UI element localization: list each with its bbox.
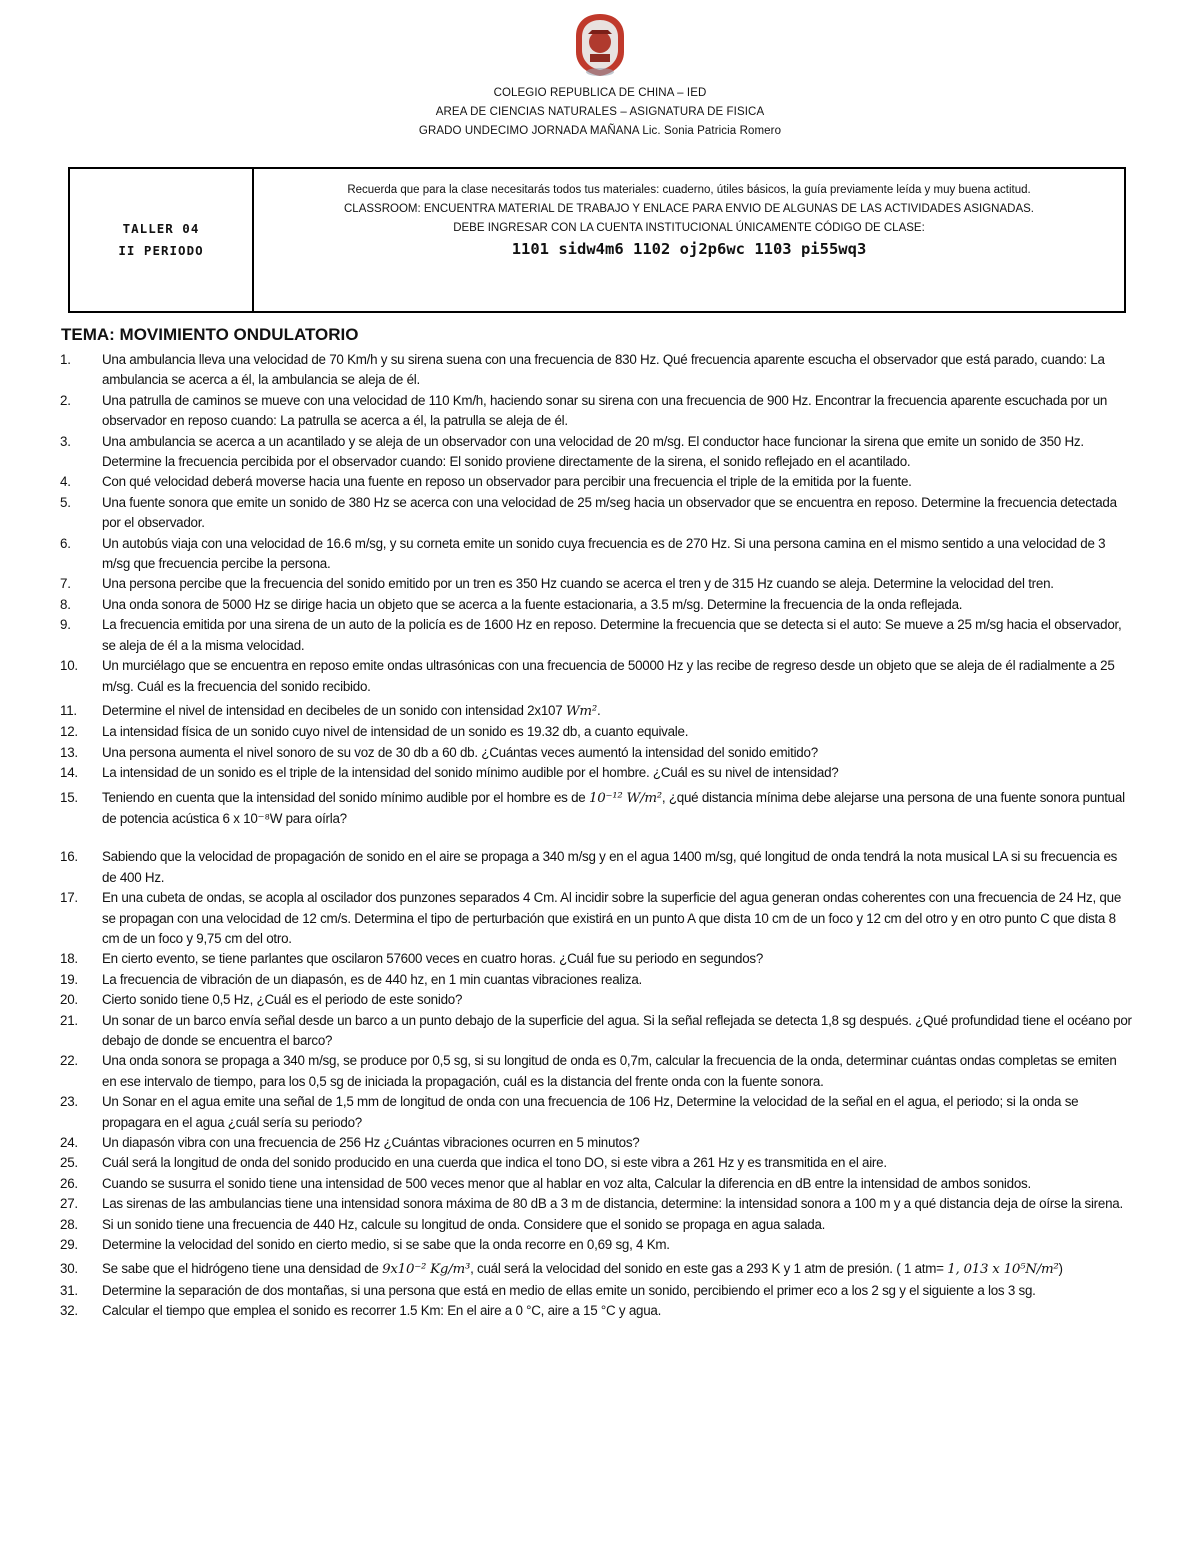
list-item: 7. Una persona percibe que la frecuencia del sonido emitido por un tren es 350 Hz cuando se acerca el tren y de 315 Hz cuando se aleja. Determine la velocidad del tren. bbox=[60, 576, 1054, 592]
list-item: 25. Cuál será la longitud de onda del sonido producido en una cuerda que indica el tono DO, si este vibra a 261 Hz y es transmitida en el aire. bbox=[60, 1155, 887, 1171]
login-notice: DEBE INGRESAR CON LA CUENTA INSTITUCIONAL ÚNICAMENTE CÓDIGO DE CLASE: bbox=[453, 222, 925, 234]
list-item: 26. Cuando se susurra el sonido tiene una intensidad de 500 veces menor que al hablar en voz alta, Calcular la diferencia en dB entre la intensidad de ambos sonidos. bbox=[60, 1175, 1031, 1191]
header-line-area: AREA DE CIENCIAS NATURALES – ASIGNATURA DE FISICA bbox=[435, 106, 765, 118]
list-item: 19. La frecuencia de vibración de un diapasón, es de 440 hz, en 1 min cuantas vibraciones realiza. bbox=[60, 971, 643, 987]
list-item: 4. Con qué velocidad deberá moverse hacia una fuente en reposo un observador para percibir una frecuencia el triple de la emitida por la fuente. bbox=[60, 474, 912, 490]
threshold-intensity-formula: 10⁻¹² W/m² bbox=[588, 790, 662, 806]
hydrogen-density-formula: 9x10⁻² Kg/m³ bbox=[382, 1262, 471, 1278]
school-header bbox=[0, 84, 1200, 141]
list-item: 28. Si un sonido tiene una frecuencia de 440 Hz, calcule su longitud de onda. Considere que el sonido se propaga en agua salada. bbox=[60, 1216, 826, 1232]
workshop-label-cell bbox=[70, 169, 254, 311]
list-item: 2. Una patrulla de caminos se mueve con una velocidad de 110 Km/h, haciendo sonar su sirena con una frecuencia de 900 Hz. Encontrar la frecuencia aparente escuchada por un observador en reposo cuando: La patrulla se acerca a él, la patrulla se aleja de él. bbox=[60, 392, 1108, 429]
question-list bbox=[60, 350, 1132, 1322]
list-item: 1. Una ambulancia lleva una velocidad de 70 Km/h y su sirena suena con una frecuencia de 830 Hz. Qué frecuencia aparente escucha el observador que está parado, cuando: La ambulancia se acerca a él, la ambulancia se aleja de él. bbox=[60, 352, 1105, 388]
workshop-period: II PERIODO bbox=[118, 243, 204, 258]
list-item: 24. Un diapasón vibra con una frecuencia de 256 Hz ¿Cuántas vibraciones ocurren en 5 minutos? bbox=[60, 1135, 640, 1151]
list-item: 8. Una onda sonora de 5000 Hz se dirige hacia un objeto que se acerca a la fuente estacionaria, a 3.5 m/sg. Determine la frecuencia de la onda reflejada. bbox=[60, 596, 963, 612]
school-crest-logo bbox=[568, 12, 632, 78]
list-item: 6. Un autobús viaja con una velocidad de 16.6 m/sg, y su corneta emite un sonido cuya frecuencia es de 270 Hz. Si una persona camina en el mismo sentido a una velocidad de 3 m/sg que frecuencia percibe la persona. bbox=[60, 535, 1106, 572]
class-codes: 1101 sidw4m6 1102 oj2p6wc 1103 pi55wq3 bbox=[511, 240, 867, 258]
list-item: 22. Una onda sonora se propaga a 340 m/sg, se produce por 0,5 sg, si su longitud de onda es 0,7m, calcular la frecuencia de la onda, determinar cuántas ondas completas se emiten en ese intervalo de tiempo, para los 0,5 sg de iniciada la propagación, cuál es la distancia del frente onda con la fuente sonora. bbox=[60, 1053, 1117, 1089]
workshop-info-box bbox=[68, 167, 1126, 313]
list-item: 13. Una persona aumenta el nivel sonoro de su voz de 30 db a 60 db. ¿Cuántas veces aumentó la intensidad del sonido emitido? bbox=[60, 744, 818, 760]
intensity-unit-formula: Wm² bbox=[565, 703, 597, 719]
workshop-notice-cell bbox=[254, 169, 1124, 311]
list-item: 21. Un sonar de un barco envía señal desde un barco a un punto debajo de la superficie del agua. Si la señal reflejada se detecta 1,8 sg después. ¿Qué profundidad tiene el océano por debajo de donde se encuentra el barco? bbox=[60, 1012, 1132, 1048]
header-line-grade: GRADO UNDECIMO JORNADA MAÑANA Lic. Sonia Patricia Romero bbox=[418, 125, 782, 137]
list-item: 17. En una cubeta de ondas, se acopla al oscilador dos punzones separados 4 Cm. Al incidir sobre la superficie del agua generan ondas coherentes con una frecuencia de 24 Hz, que se propagan con una velocidad de 12 cm/s. Determina el tipo de perturbación que existirá en un punto A que dista 10 cm de un foco y 12 cm del otro y en otro punto C que dista 8 cm de un foco y 9,75 cm del otro. bbox=[60, 890, 1122, 946]
list-item: 31. Determine la separación de dos montañas, si una persona que está en medio de ellas emite un sonido, percibiendo el primer eco a los 2 sg y el siguiente a los 3 sg. bbox=[60, 1282, 1036, 1298]
list-item: 23. Un Sonar en el agua emite una señal de 1,5 mm de longitud de onda con una frecuencia de 106 Hz, Determine la velocidad de la señal en el agua, el periodo; si la onda se propagara en el agua ¿cuál sería su periodo? bbox=[60, 1094, 1079, 1130]
list-item: 9. La frecuencia emitida por una sirena de un auto de la policía es de 1600 Hz en reposo. Determine la frecuencia que se detecta si el auto: Se mueve a 25 m/sg hacia el observador, se aleja de él a la misma velocidad. bbox=[60, 617, 1122, 653]
list-item: 10. Un murciélago que se encuentra en reposo emite ondas ultrasónicas con una frecuencia de 50000 Hz y las recibe de regreso desde un objeto que se aleja de él radialmente a 25 m/sg. Cuál es la frecuencia del sonido recibido. bbox=[60, 658, 1115, 694]
list-item: 5. Una fuente sonora que emite un sonido de 380 Hz se acerca con una velocidad de 25 m/seg hacia un observador que se encuentra en reposo. Determine la frecuencia detectada por el observador. bbox=[60, 494, 1117, 531]
list-item: 3. Una ambulancia se acerca a un acantilado y se aleja de un observador con una velocidad de 20 m/sg. El conductor hace funcionar la sirena que emite un sonido de 350 Hz. Determine la frecuencia percibida por el observador cuando: El sonido proviene directamente de la sirena, el sonido reflejado en el acantilado. bbox=[60, 433, 1084, 470]
list-item: 30. Se sabe que el hidrógeno tiene una densidad de 9x10⁻² Kg/m³, cuál será la velocidad del sonido en este gas a 293 K y 1 atm de presión. ( 1 atm= 1, 013 x 10⁵N/m²) bbox=[60, 1261, 1063, 1278]
topic-heading: TEMA: MOVIMIENTO ONDULATORIO bbox=[61, 325, 359, 344]
list-item: 20. Cierto sonido tiene 0,5 Hz, ¿Cuál es el periodo de este sonido? bbox=[60, 992, 463, 1008]
list-item: 16. Sabiendo que la velocidad de propagación de sonido en el aire se propaga a 340 m/sg y en el agua 1400 m/sg, qué longitud de onda tendrá la nota musical LA si su frecuencia es de 400 Hz. bbox=[60, 849, 1118, 885]
list-item: 18. En cierto evento, se tiene parlantes que oscilaron 57600 veces en cuatro horas. ¿Cuál fue su periodo en segundos? bbox=[60, 951, 764, 967]
list-item: 11. Determine el nivel de intensidad en decibeles de un sonido con intensidad 2x107 Wm². bbox=[60, 702, 601, 719]
list-item: 15. Teniendo en cuenta que la intensidad del sonido mínimo audible por el hombre es de 10⁻¹² W/m², ¿qué distancia mínima debe alejarse una persona de una fuente sonora puntual de potencia acústica 6 x 10⁻⁸W para oírla? bbox=[60, 789, 1125, 826]
list-item: 14. La intensidad de un sonido es el triple de la intensidad del sonido mínimo audible por el hombre. ¿Cuál es su nivel de intensidad? bbox=[60, 765, 839, 781]
classroom-notice: CLASSROOM: ENCUENTRA MATERIAL DE TRABAJO Y ENLACE PARA ENVIO DE ALGUNAS DE LAS ACTIVIDADES ASIGNADAS. bbox=[344, 203, 1034, 215]
materials-notice: Recuerda que para la clase necesitarás todos tus materiales: cuaderno, útiles básicos, la guía previamente leída y muy buena actitud. bbox=[347, 184, 1031, 196]
atm-pressure-formula: 1, 013 x 10⁵N/m² bbox=[947, 1262, 1059, 1278]
list-item: 29. Determine la velocidad del sonido en cierto medio, si se sabe que la onda recorre en 0,69 sg, 4 Km. bbox=[60, 1237, 670, 1253]
header-line-school: COLEGIO REPUBLICA DE CHINA – IED bbox=[493, 87, 707, 99]
list-item: 27. Las sirenas de las ambulancias tiene una intensidad sonora máxima de 80 dB a 3 m de distancia, determine: la intensidad sonora a 100 m y a qué distancia deja de oírse la sirena. bbox=[60, 1196, 1123, 1212]
list-item: 32. Calcular el tiempo que emplea el sonido es recorrer 1.5 Km: En el aire a 0 °C, aire a 15 °C y agua. bbox=[60, 1303, 662, 1319]
workshop-title: TALLER 04 bbox=[122, 221, 200, 236]
list-item: 12. La intensidad física de un sonido cuyo nivel de intensidad de un sonido es 19.32 db, a cuanto equivale. bbox=[60, 724, 689, 740]
